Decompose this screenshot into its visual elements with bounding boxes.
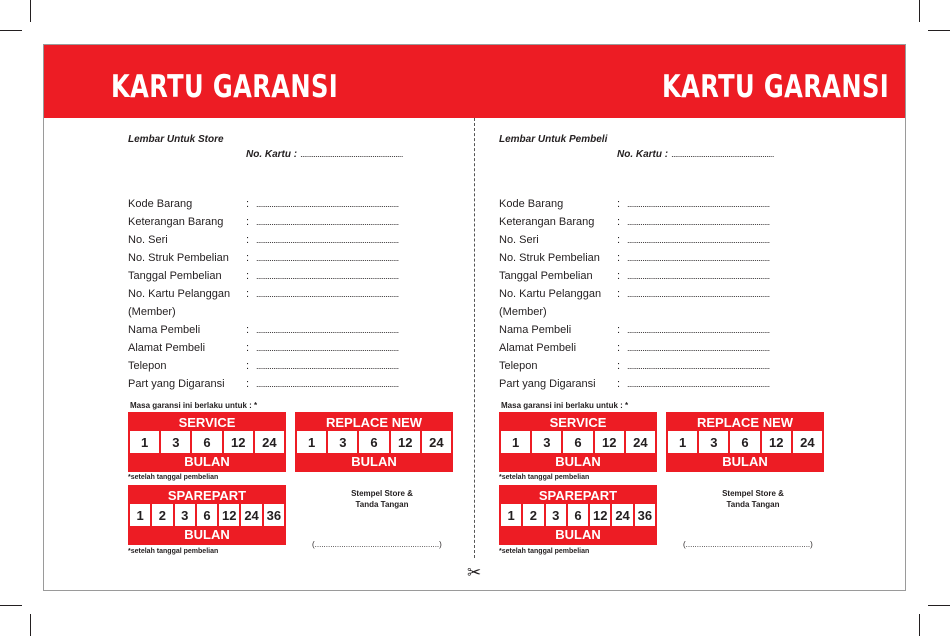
month-option[interactable]: 24 <box>800 435 815 450</box>
sparepart-box-title: SPAREPART <box>501 487 655 504</box>
field-input-line[interactable]: ........................................................................... <box>256 235 399 245</box>
sparepart-box-options <box>501 504 655 528</box>
sparepart-box <box>499 485 657 545</box>
sparepart-box-unit: BULAN <box>501 526 655 543</box>
signature-line[interactable]: (........................................................) <box>312 540 442 549</box>
field-colon: : <box>617 252 621 264</box>
service-box <box>128 412 286 472</box>
field-label: Nama Pembeli <box>499 324 572 336</box>
month-option[interactable]: 1 <box>668 431 699 455</box>
month-option[interactable]: 2 <box>523 504 545 528</box>
store-stamp-label <box>683 488 823 510</box>
warranty-card <box>43 44 906 591</box>
field-input-line[interactable]: ........................................................................... <box>256 217 399 227</box>
card-number-field <box>246 149 403 160</box>
field-colon: : <box>246 252 250 264</box>
month-option[interactable]: 1 <box>501 431 532 455</box>
field-label: No. Kartu Pelanggan <box>499 288 602 300</box>
field-label: (Member) <box>128 306 176 318</box>
field-input-line[interactable]: ........................................................................... <box>256 271 399 281</box>
field-colon: : <box>246 378 250 390</box>
card-header <box>44 45 905 118</box>
stamp-label-line: Tanda Tangan <box>726 500 780 509</box>
month-option[interactable]: 24 <box>633 435 648 450</box>
field-colon: : <box>617 198 621 210</box>
field-input-line[interactable]: ........................................................................... <box>256 379 399 389</box>
month-option[interactable]: 24 <box>612 504 634 528</box>
sheet-subtitle: Lembar Untuk Store <box>128 134 224 145</box>
field-input-line[interactable]: ........................................................................... <box>256 361 399 371</box>
field-label: Tanggal Pembelian <box>499 270 593 282</box>
replace-new-box-unit: BULAN <box>668 453 822 470</box>
field-colon: : <box>246 270 250 282</box>
field-input-line[interactable]: ........................................................................... <box>627 217 770 227</box>
field-input-line[interactable]: ........................................................................... <box>627 361 770 371</box>
field-label: Kode Barang <box>499 198 564 210</box>
field-label: No. Struk Pembelian <box>499 252 600 264</box>
service-box-unit: BULAN <box>130 453 284 470</box>
field-label: Kode Barang <box>128 198 193 210</box>
month-option[interactable]: 36 <box>266 508 282 523</box>
footnote: *setelah tanggal pembelian <box>128 474 219 481</box>
month-option[interactable]: 1 <box>297 431 328 455</box>
field-label: No. Seri <box>499 234 539 246</box>
card-number-label: No. Kartu : <box>246 149 298 160</box>
card-number-dots[interactable]: ...................................................... <box>671 149 774 159</box>
store-half <box>44 118 474 592</box>
month-option[interactable]: 12 <box>224 431 255 455</box>
field-colon: : <box>246 360 250 372</box>
replace-new-box-options <box>668 431 822 455</box>
month-option[interactable]: 12 <box>590 504 612 528</box>
field-input-line[interactable]: ........................................................................... <box>627 343 770 353</box>
month-option[interactable]: 3 <box>328 431 359 455</box>
field-input-line[interactable]: ........................................................................... <box>627 235 770 245</box>
field-label: No. Seri <box>128 234 168 246</box>
field-input-line[interactable]: ........................................................................... <box>256 253 399 263</box>
month-option[interactable]: 1 <box>130 504 152 528</box>
month-option[interactable]: 3 <box>546 504 568 528</box>
field-input-line[interactable]: ........................................................................... <box>256 325 399 335</box>
replace-new-box-title: REPLACE NEW <box>297 414 451 431</box>
sparepart-box <box>128 485 286 545</box>
sparepart-box-unit: BULAN <box>130 526 284 543</box>
field-colon: : <box>246 324 250 336</box>
signature-line[interactable]: (........................................................) <box>683 540 813 549</box>
field-colon: : <box>617 360 621 372</box>
month-option[interactable]: 24 <box>429 435 444 450</box>
field-colon: : <box>246 234 250 246</box>
field-colon: : <box>617 288 621 300</box>
month-option[interactable]: 6 <box>197 504 219 528</box>
month-option[interactable]: 6 <box>568 504 590 528</box>
month-option[interactable]: 24 <box>262 435 277 450</box>
field-label: Keterangan Barang <box>128 216 224 228</box>
field-input-line[interactable]: ........................................................................... <box>256 343 399 353</box>
field-label: Part yang Digaransi <box>499 378 596 390</box>
month-option[interactable]: 6 <box>730 431 761 455</box>
field-colon: : <box>617 342 621 354</box>
service-box-title: SERVICE <box>501 414 655 431</box>
card-number-field <box>617 149 774 160</box>
field-input-line[interactable]: ........................................................................... <box>627 325 770 335</box>
field-colon: : <box>617 378 621 390</box>
month-option[interactable]: 1 <box>130 431 161 455</box>
field-label: (Member) <box>499 306 547 318</box>
warranty-period-label: Masa garansi ini berlaku untuk : * <box>501 401 629 410</box>
month-option[interactable]: 6 <box>192 431 223 455</box>
stamp-label-line: Stempel Store & <box>722 489 784 498</box>
stamp-label-line: Stempel Store & <box>351 489 413 498</box>
field-label: Telepon <box>499 360 538 372</box>
footnote: *setelah tanggal pembelian <box>499 474 590 481</box>
replace-new-box-unit: BULAN <box>297 453 451 470</box>
field-label: Alamat Pembeli <box>128 342 206 354</box>
crop-mark <box>30 614 31 636</box>
month-option[interactable]: 24 <box>241 504 263 528</box>
field-label: Keterangan Barang <box>499 216 595 228</box>
service-box-options <box>501 431 655 455</box>
month-option[interactable]: 12 <box>762 431 793 455</box>
month-option[interactable]: 6 <box>359 431 390 455</box>
field-label: Telepon <box>128 360 167 372</box>
field-input-line[interactable]: ........................................................................... <box>627 253 770 263</box>
month-option[interactable]: 6 <box>563 431 594 455</box>
replace-new-box-title: REPLACE NEW <box>668 414 822 431</box>
scissors-icon: ✂ <box>467 563 482 582</box>
month-option[interactable]: 1 <box>501 504 523 528</box>
field-label: Alamat Pembeli <box>499 342 577 354</box>
field-input-line[interactable]: ........................................................................... <box>627 199 770 209</box>
crop-mark <box>0 605 22 606</box>
service-box-options <box>130 431 284 455</box>
buyer-half <box>415 118 845 592</box>
service-box-unit: BULAN <box>501 453 655 470</box>
month-option[interactable]: 36 <box>637 508 653 523</box>
field-colon: : <box>617 216 621 228</box>
service-box <box>499 412 657 472</box>
field-label: Part yang Digaransi <box>128 378 225 390</box>
replace-new-box <box>666 412 824 472</box>
field-colon: : <box>246 216 250 228</box>
sparepart-box-options <box>130 504 284 528</box>
month-option[interactable]: 12 <box>391 431 422 455</box>
warranty-period-label: Masa garansi ini berlaku untuk : * <box>130 401 258 410</box>
month-option[interactable]: 3 <box>532 431 563 455</box>
field-label: Nama Pembeli <box>128 324 201 336</box>
field-input-line[interactable]: ........................................................................... <box>256 289 399 299</box>
month-option[interactable]: 3 <box>699 431 730 455</box>
field-input-line[interactable]: ........................................................................... <box>627 379 770 389</box>
field-label: No. Struk Pembelian <box>128 252 229 264</box>
field-input-line[interactable]: ........................................................................... <box>627 271 770 281</box>
field-label: No. Kartu Pelanggan <box>128 288 231 300</box>
field-colon: : <box>617 270 621 282</box>
crop-mark <box>919 0 920 22</box>
footnote: *setelah tanggal pembelian <box>128 548 219 555</box>
field-colon: : <box>246 198 250 210</box>
field-colon: : <box>617 324 621 336</box>
card-number-label: No. Kartu : <box>617 149 669 160</box>
month-option[interactable]: 2 <box>152 504 174 528</box>
month-option[interactable]: 3 <box>161 431 192 455</box>
service-box-title: SERVICE <box>130 414 284 431</box>
sheet-subtitle: Lembar Untuk Pembeli <box>499 134 608 145</box>
card-number-dots[interactable]: ...................................................... <box>300 149 403 159</box>
crop-mark <box>928 605 950 606</box>
stamp-label-line: Tanda Tangan <box>355 500 409 509</box>
field-input-line[interactable]: ........................................................................... <box>627 289 770 299</box>
card-title: KARTU GARANSI <box>662 69 890 105</box>
crop-mark <box>928 30 950 31</box>
month-option[interactable]: 12 <box>219 504 241 528</box>
field-input-line[interactable]: ........................................................................... <box>256 199 399 209</box>
crop-mark <box>0 30 22 31</box>
crop-mark <box>919 614 920 636</box>
month-option[interactable]: 12 <box>595 431 626 455</box>
field-colon: : <box>246 342 250 354</box>
field-label: Tanggal Pembelian <box>128 270 222 282</box>
sparepart-box-title: SPAREPART <box>130 487 284 504</box>
field-colon: : <box>617 234 621 246</box>
footnote: *setelah tanggal pembelian <box>499 548 590 555</box>
month-option[interactable]: 3 <box>175 504 197 528</box>
field-colon: : <box>246 288 250 300</box>
card-title: KARTU GARANSI <box>111 69 339 105</box>
crop-mark <box>30 0 31 22</box>
